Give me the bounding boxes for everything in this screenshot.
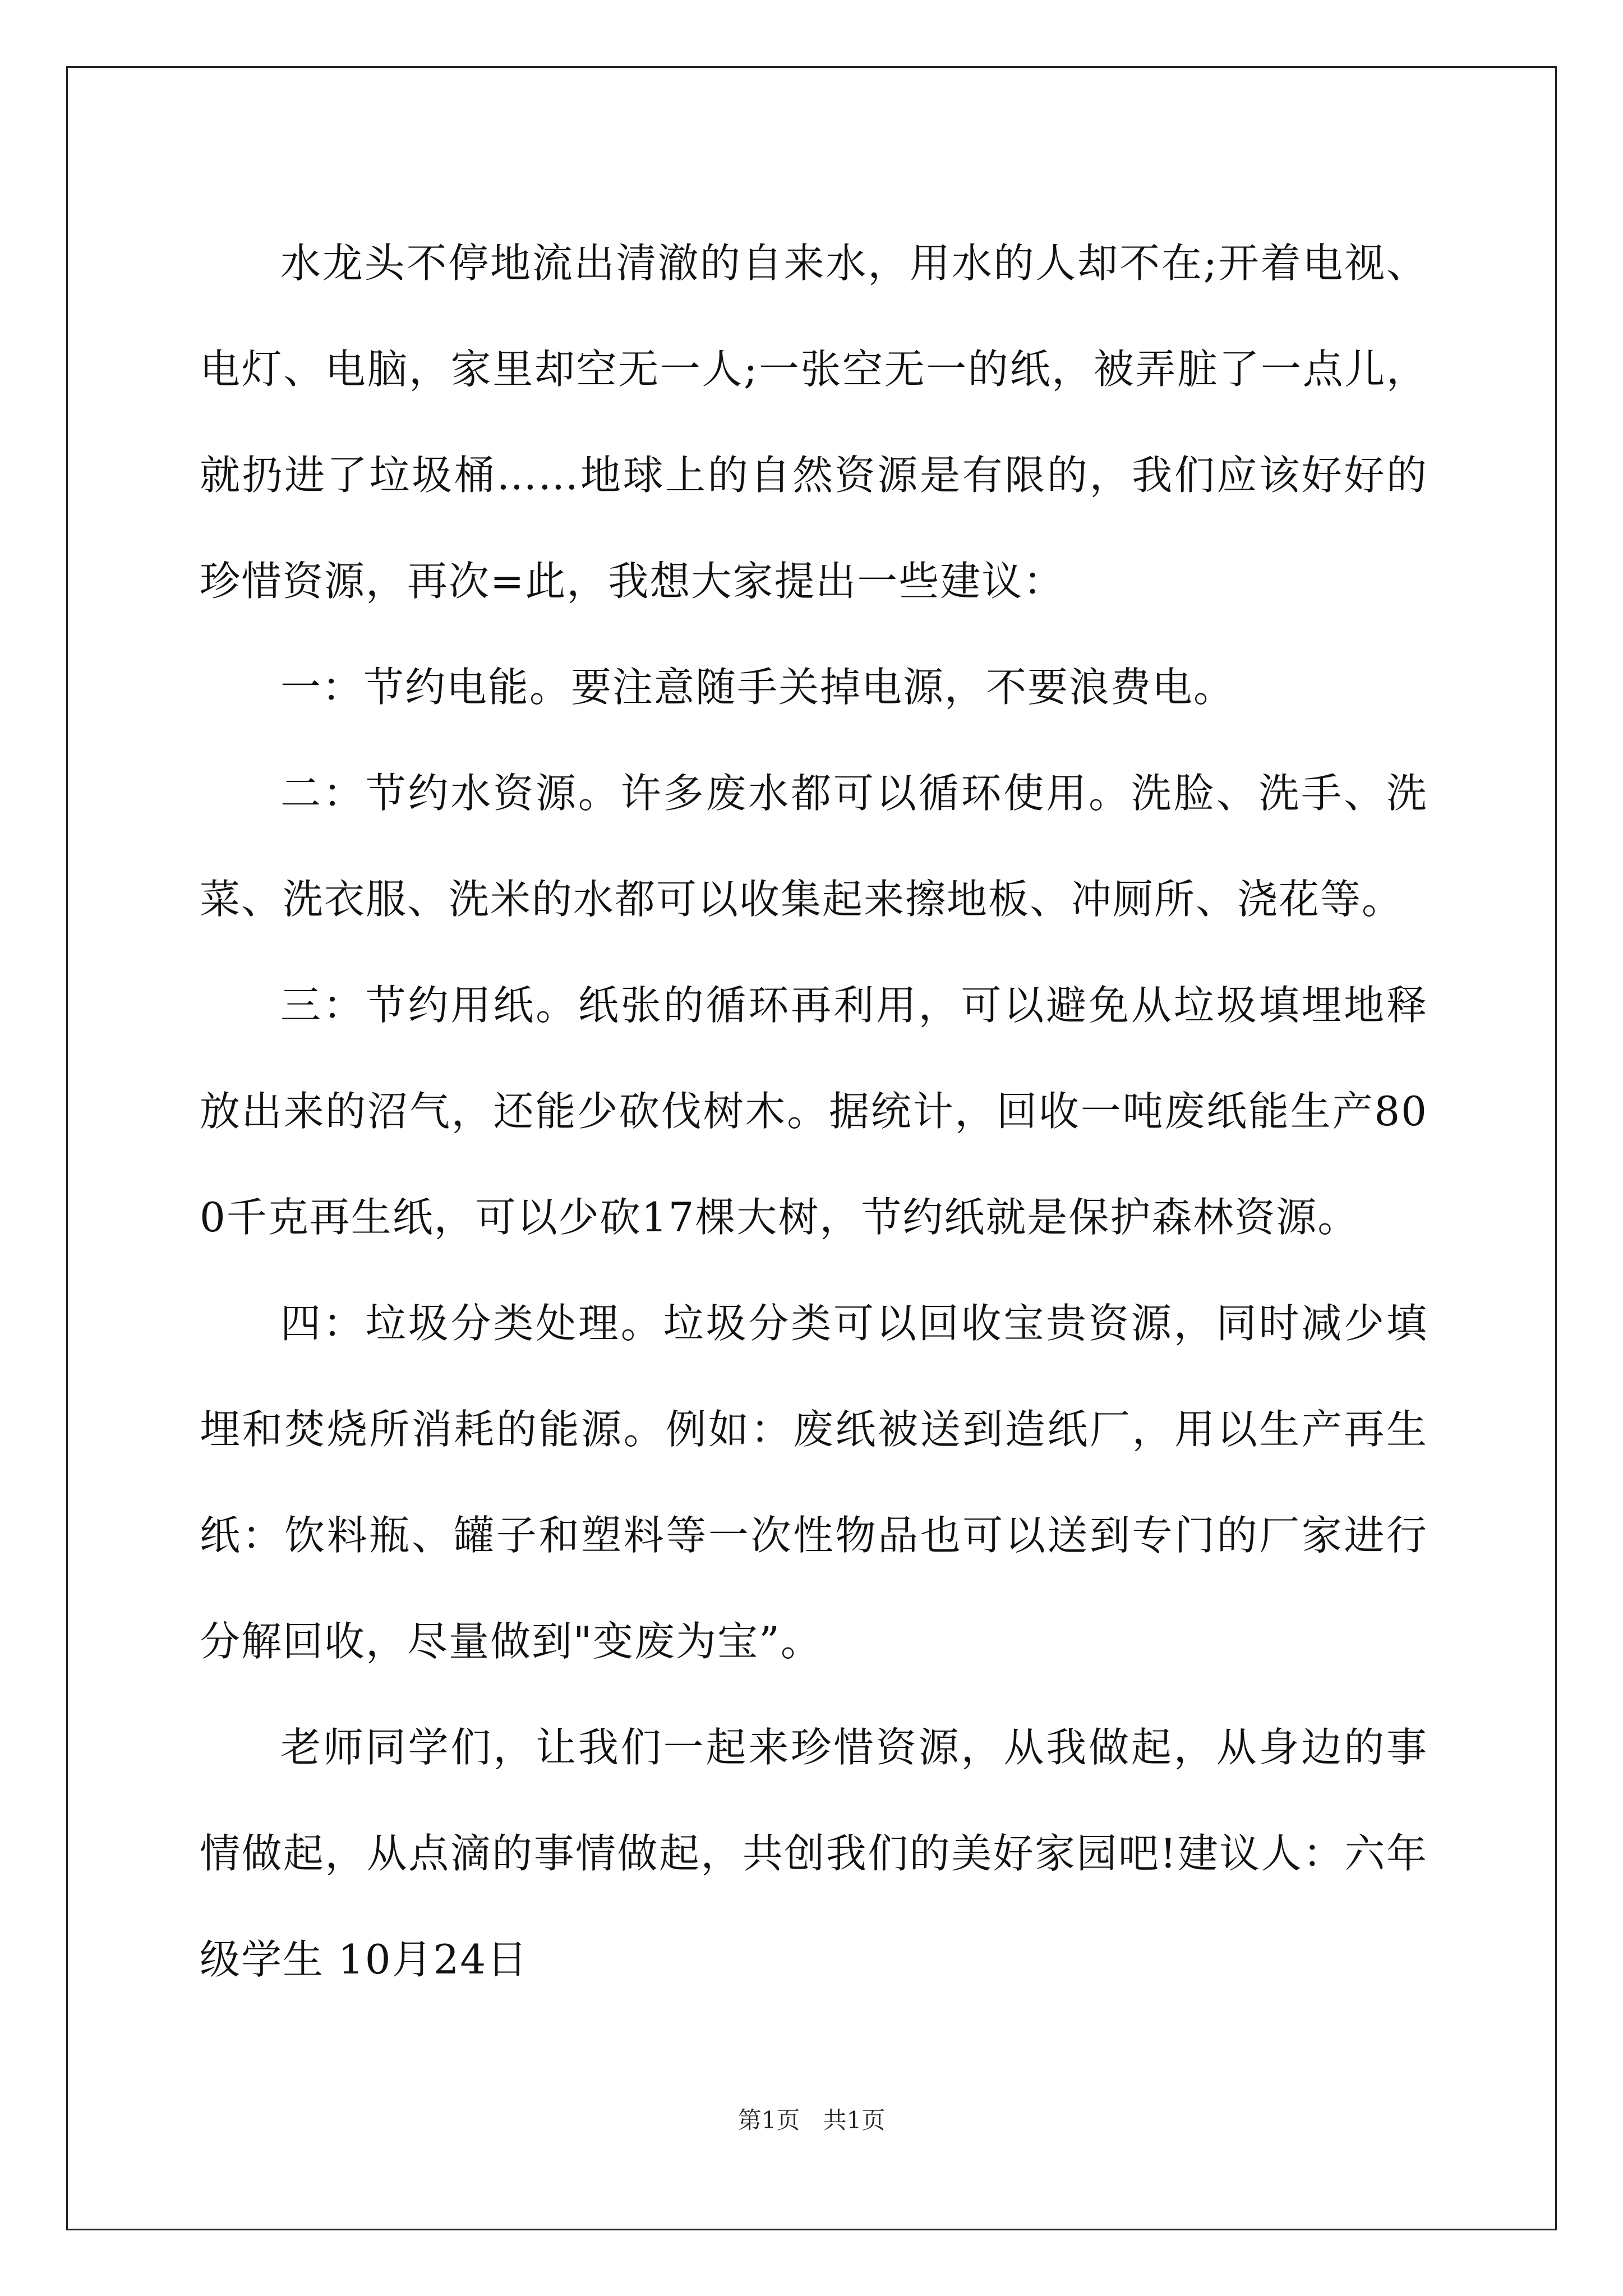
page-count: 共1页: [823, 2106, 886, 2134]
page-number: 第1页: [737, 2106, 800, 2134]
paragraph-suggestion-3: 三：节约用纸。纸张的循环再利用，可以避免从垃圾填埋地释放出来的沼气，还能少砍伐树木。据统计，回收一吨废纸能生产800千克再生纸，可以少砍17棵大树，节约纸就是保护森林资源。: [200, 982, 1428, 1241]
page-footer: [0, 2104, 1623, 2137]
paragraph-closing: 老师同学们，让我们一起来珍惜资源，从我做起，从身边的事情做起，从点滴的事情做起，共创我们的美好家园吧!建议人：六年级学生 10月24日: [200, 1724, 1428, 1983]
paragraph-suggestion-1: 一：节约电能。要注意随手关掉电源，不要浪费电。: [280, 664, 1235, 711]
paragraph-suggestion-4: 四：垃圾分类处理。垃圾分类可以回收宝贵资源，同时减少填埋和焚烧所消耗的能源。例如：废纸被送到造纸厂，用以生产再生纸：饮料瓶、罐子和塑料等一次性物品也可以送到专门的厂家进行分解回收，尽量做到"变废为宝”。: [200, 1300, 1428, 1665]
paragraph-suggestion-2: 二：节约水资源。许多废水都可以循环使用。洗脸、洗手、洗菜、洗衣服、洗米的水都可以收集起来擦地板、冲厕所、浇花等。: [200, 770, 1428, 923]
document-body: [200, 210, 1428, 2013]
paragraph-intro: 水龙头不停地流出清澈的自来水，用水的人却不在;开着电视、电灯、电脑，家里却空无一人;一张空无一的纸，被弄脏了一点儿，就扔进了垃圾桶……地球上的自然资源是有限的，我们应该好好的珍惜资源，再次=此，我想大家提出一些建议：: [200, 240, 1428, 605]
